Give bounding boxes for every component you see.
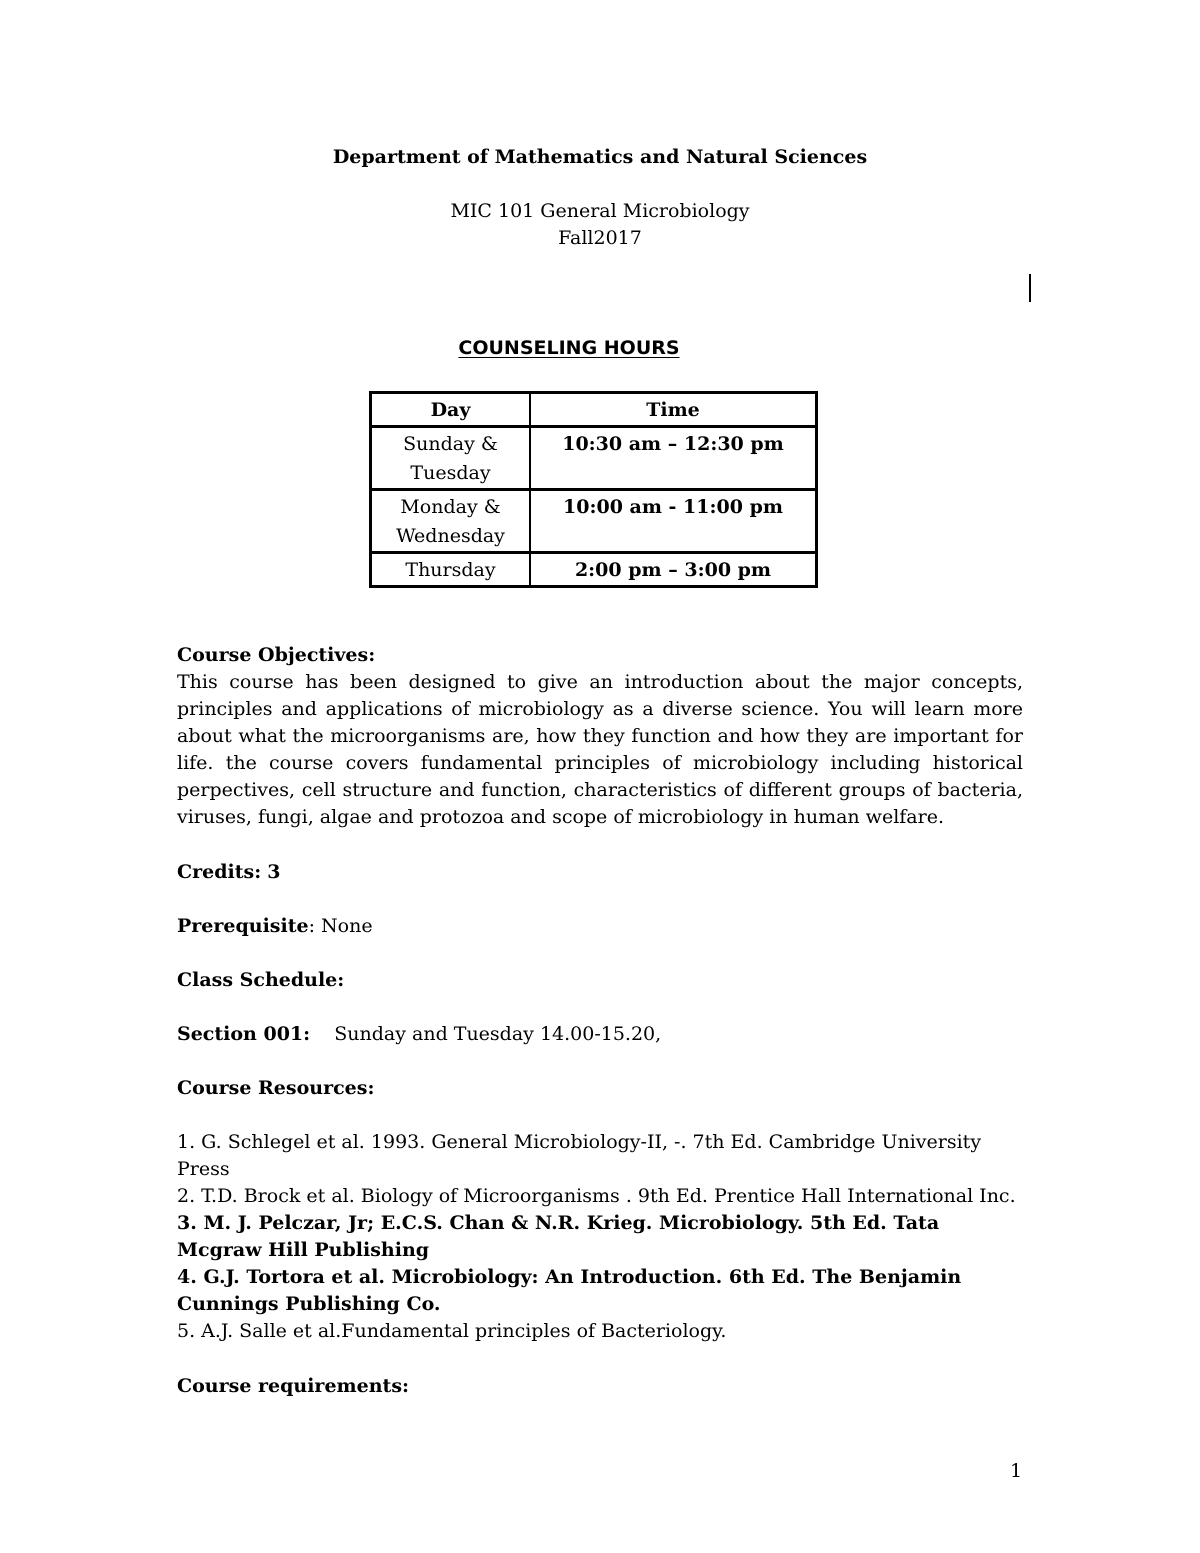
objectives-text: This course has been designed to give an introduction about the major concepts, principles and applications of microbiology as a diverse science. You will learn more about what the microorganisms are, how they function and how they are important for life. the course covers fundamental principles of microbiology including historical perpectives, cell structure and function, characteristics of different groups of bacteria, viruses, fungi, algae and protozoa and scope of microbiology in human welfare. <box>177 671 1023 828</box>
credits-line <box>177 859 1023 886</box>
resource-item: 1. G. Schlegel et al. 1993. General Microbiology-II, -. 7th Ed. Cambridge University Press <box>177 1131 982 1180</box>
day-line: Thursday <box>405 559 496 581</box>
resources-heading: Course Resources: <box>177 1077 375 1099</box>
time-cell: 10:30 am – 12:30 pm <box>530 427 817 490</box>
table-row <box>371 427 817 490</box>
resource-item: 5. A.J. Salle et al.Fundamental principles of Bacteriology. <box>177 1320 727 1342</box>
counseling-hours-title: COUNSELING HOURS <box>458 337 680 359</box>
column-header-day: Day <box>371 393 531 427</box>
resource-item: 4. G.J. Tortora et al. Microbiology: An Introduction. 6th Ed. The Benjamin Cunnings Publishing Co. <box>177 1266 962 1315</box>
table-row <box>371 553 817 587</box>
prerequisite-label: Prerequisite <box>177 915 309 937</box>
day-line: Tuesday <box>410 462 491 484</box>
department-title: Department of Mathematics and Natural Sciences <box>332 146 868 168</box>
section-label: Section 001: <box>177 1023 311 1045</box>
counseling-hours-table <box>369 391 818 588</box>
section-value: Sunday and Tuesday 14.00-15.20, <box>334 1023 662 1045</box>
day-line: Wednesday <box>396 525 505 547</box>
course-title: MIC 101 General Microbiology <box>450 200 750 222</box>
table-header-row <box>371 393 817 427</box>
course-term: Fall2017 <box>558 227 642 249</box>
credits-value: 3 <box>267 861 281 883</box>
table-row <box>371 490 817 553</box>
prerequisite-value: : None <box>308 915 373 937</box>
class-schedule-heading: Class Schedule: <box>177 969 345 991</box>
prerequisite-line <box>177 913 1023 940</box>
resource-item: 2. T.D. Brock et al. Biology of Microorganisms . 9th Ed. Prentice Hall International Inc. <box>177 1185 1016 1207</box>
day-cell <box>371 553 531 587</box>
page-number: 1 <box>1010 1460 1023 1482</box>
credits-label: Credits: <box>177 861 262 883</box>
resource-item: 3. M. J. Pelczar, Jr; E.C.S. Chan & N.R. Krieg. Microbiology. 5th Ed. Tata Mcgraw Hill Publishing <box>177 1212 940 1261</box>
day-cell <box>371 490 531 553</box>
requirements-heading: Course requirements: <box>177 1375 410 1397</box>
day-line: Sunday & <box>403 433 498 455</box>
text-cursor <box>1029 274 1031 302</box>
resources-list <box>177 1129 1023 1345</box>
time-cell: 2:00 pm – 3:00 pm <box>530 553 817 587</box>
day-line: Monday & <box>400 496 501 518</box>
section-line <box>177 1021 1023 1048</box>
objectives-heading: Course Objectives: <box>177 644 376 666</box>
column-header-time: Time <box>530 393 817 427</box>
day-cell <box>371 427 531 490</box>
time-cell: 10:00 am - 11:00 pm <box>530 490 817 553</box>
